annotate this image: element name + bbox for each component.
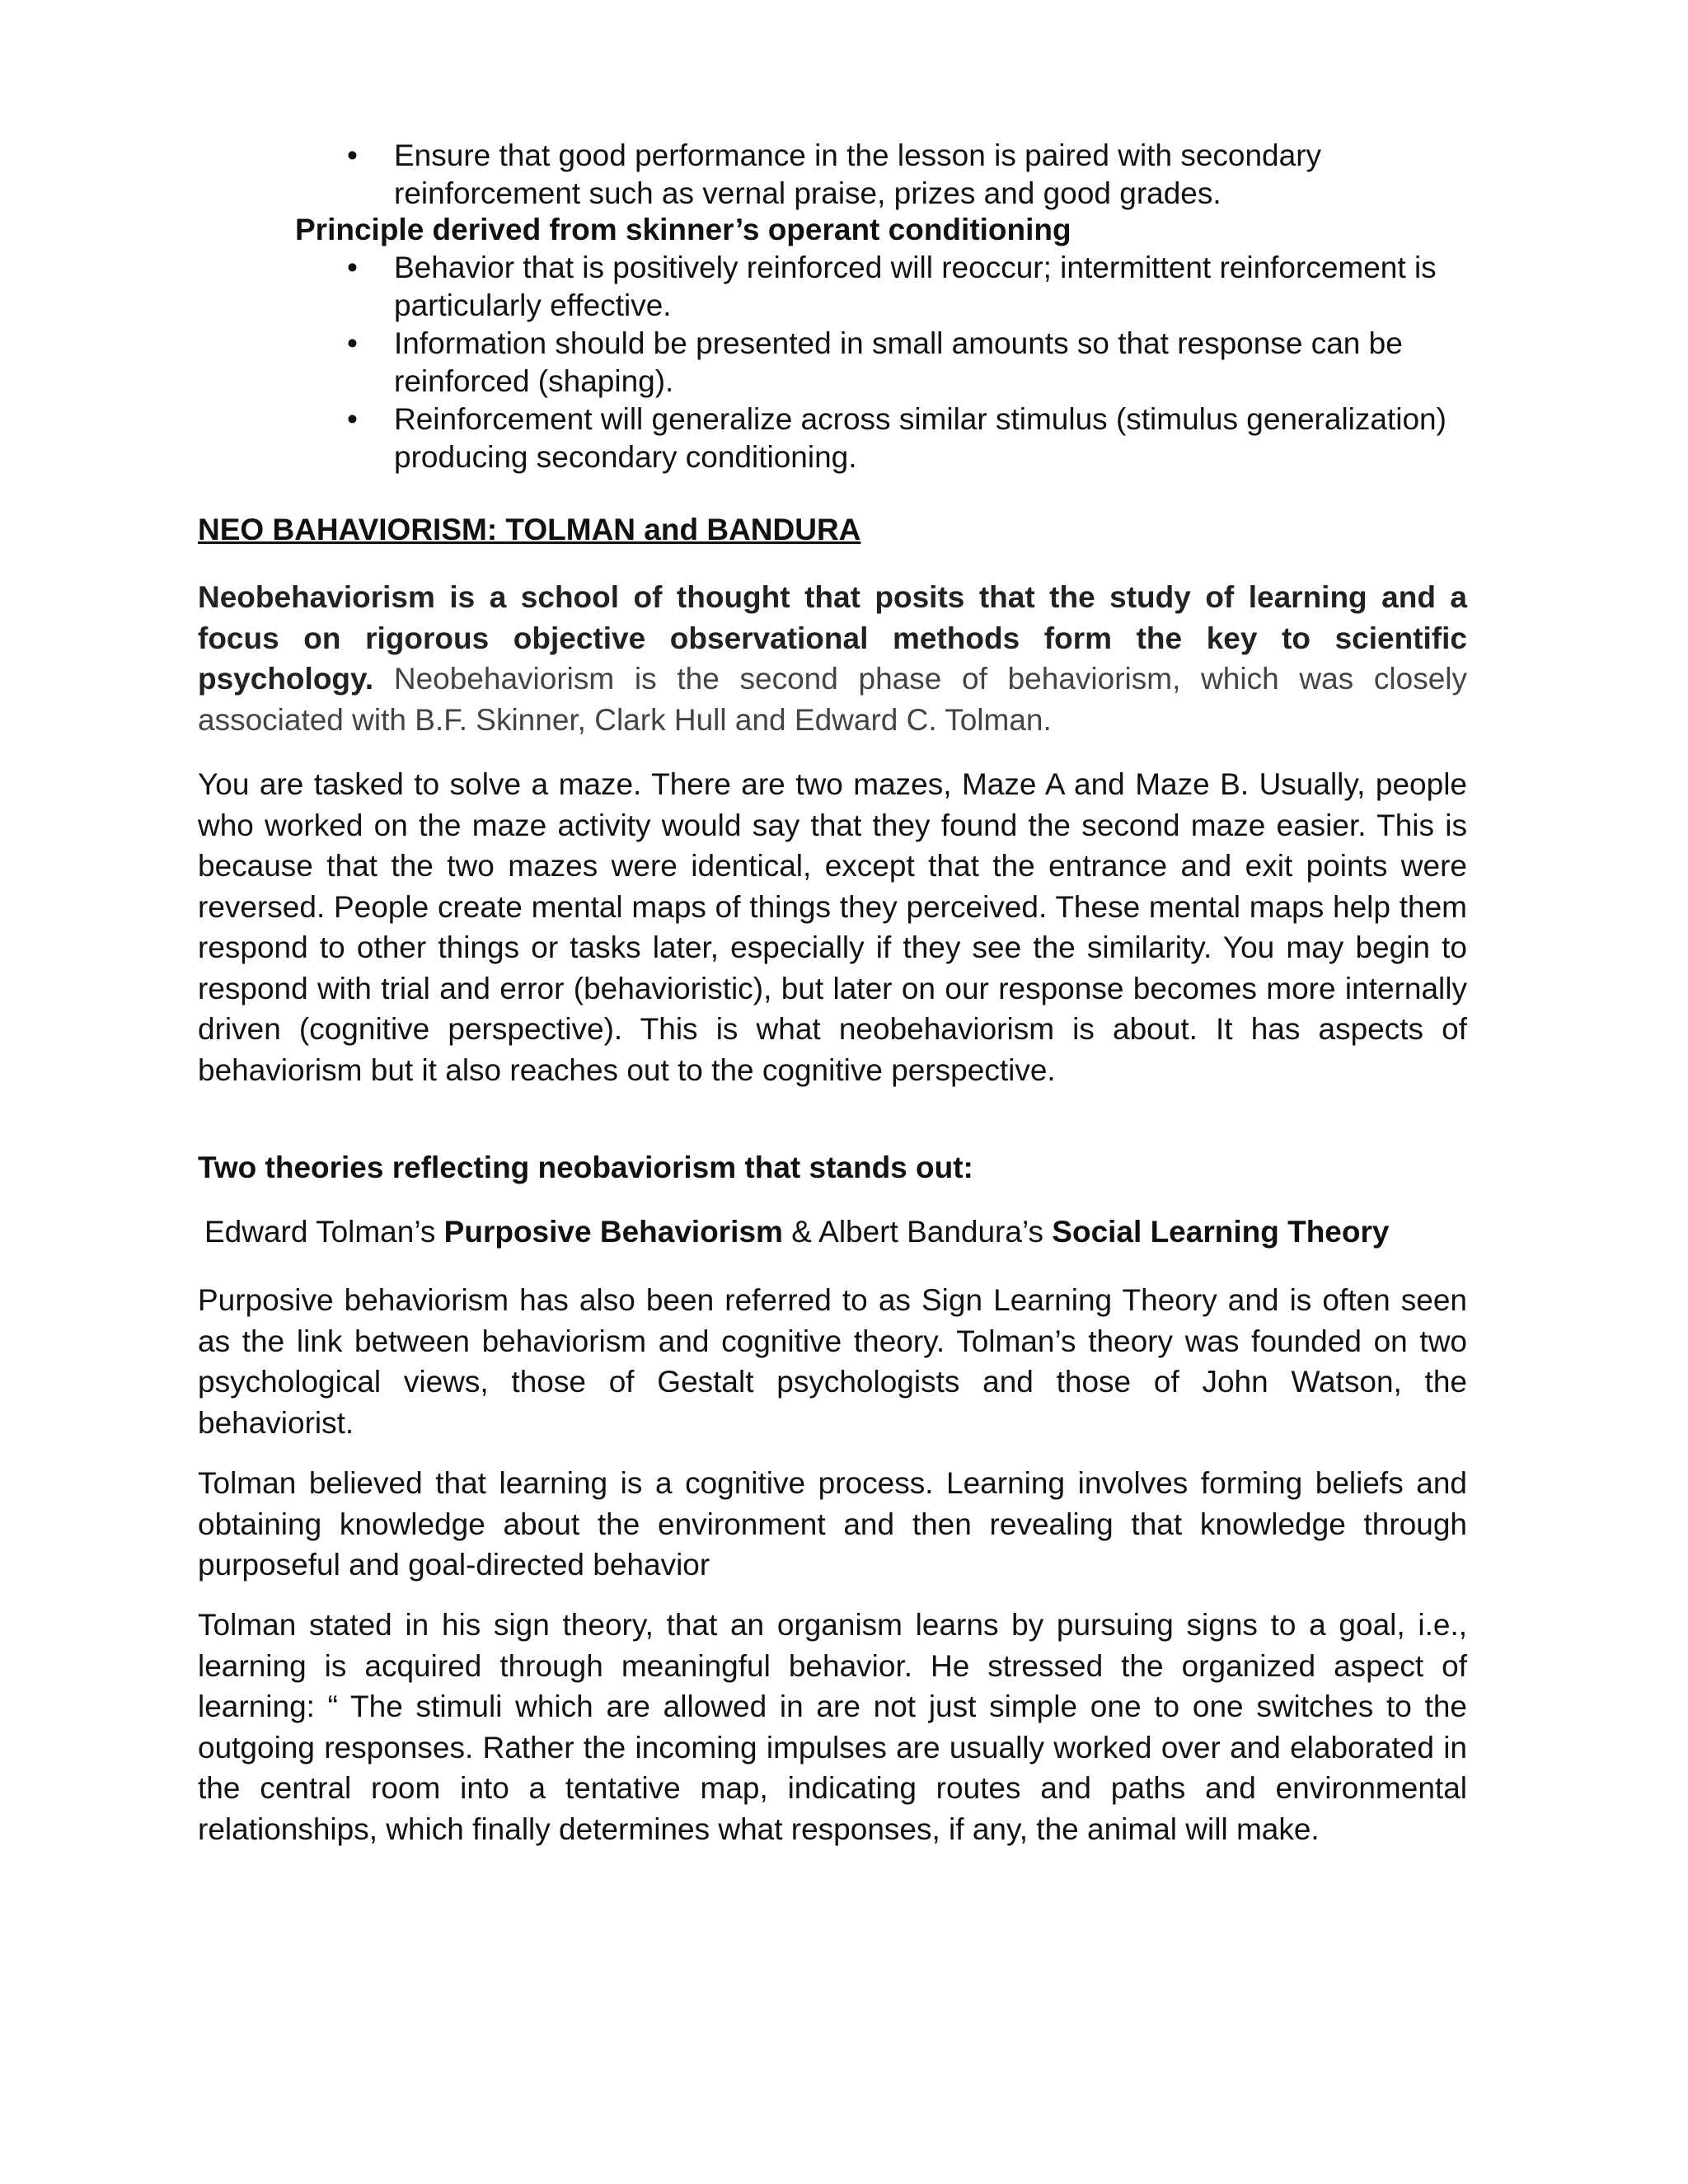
theories-part2: & Albert Bandura’s: [782, 1215, 1053, 1249]
list-item: [347, 401, 1465, 476]
list-item: [347, 249, 1465, 325]
definition-bold-text: Neobehaviorism is a school of thought that posits that the study of learning and a focus on rigorous objective observational methods form the key to scientific psychology.: [198, 580, 1467, 696]
bullet-text: Information should be presented in small amounts so that response can be reinforced (shaping).: [394, 326, 1403, 398]
bullet-icon: •: [347, 251, 358, 284]
sign-theory-paragraph: Tolman stated in his sign theory, that an organism learns by pursuing signs to a goal, i.e., learning is acquired through meaningful behavior. He stressed the organized aspect of learning: “ The stimuli which are allowed in are not just simple one to one switches to the outgoing responses. Rather the incoming impulses are usually worked over and elaborated in the central room into a tentative map, indicating routes and paths and environmental relationships, which finally determines what responses, if any, the animal will make.: [198, 1608, 1467, 1846]
list-item: [347, 325, 1465, 401]
maze-paragraph: You are tasked to solve a maze. There are two mazes, Maze A and Maze B. Usually, people who worked on the maze activity would say that they found the second maze easier. This is because that the two mazes were identical, except that the entrance and exit points were reversed. People create mental maps of things they perceived. These mental maps help them respond to other things or tasks later, especially if they see the similarity. You may begin to respond with trial and error (behavioristic), but later on our response becomes more internally driven (cognitive perspective). This is what neobehaviorism is about. It has aspects of behaviorism but it also reaches out to the cognitive perspective.: [198, 767, 1467, 1087]
section-title: NEO BAHAVIORISM: TOLMAN and BANDURA: [198, 513, 861, 546]
skinner-bullet-list: [347, 249, 1465, 476]
theories-heading: Two theories reflecting neobaviorism that stands out:: [198, 1151, 973, 1184]
tolman-belief-paragraph: Tolman believed that learning is a cognitive process. Learning involves forming beliefs and obtaining knowledge about the environment and then revealing that knowledge through purposeful and goal-directed behavior: [198, 1466, 1467, 1582]
list-item: [347, 137, 1465, 213]
bullet-text: Behavior that is positively reinforced will reoccur; intermittent reinforcement is particularly effective.: [394, 251, 1437, 322]
reinforcement-bullet-list: [347, 137, 1465, 213]
bullet-text: Reinforcement will generalize across similar stimulus (stimulus generalization) producing secondary conditioning.: [394, 402, 1447, 474]
bullet-icon: •: [347, 138, 358, 172]
bullet-text: Ensure that good performance in the lesson is paired with secondary reinforcement such as vernal praise, prizes and good grades.: [394, 138, 1322, 210]
theories-line: [204, 1213, 1389, 1251]
bullet-icon: •: [347, 402, 358, 436]
neobehaviorism-definition: [198, 577, 1467, 740]
purposive-paragraph: Purposive behaviorism has also been referred to as Sign Learning Theory and is often seen as the link between behaviorism and cognitive theory. Tolman’s theory was founded on two psychological views, those of Gestalt psychologists and those of John Watson, the behaviorist.: [198, 1283, 1467, 1440]
purposive-behaviorism-term: Purposive Behaviorism: [443, 1215, 783, 1249]
bullet-icon: •: [347, 326, 358, 360]
definition-rest-text: Neobehaviorism is the second phase of behaviorism, which was closely associated with B.F. Skinner, Clark Hull and Edward C. Tolman.: [198, 662, 1467, 737]
social-learning-theory-term: Social Learning Theory: [1052, 1215, 1390, 1249]
skinner-principles-heading: Principle derived from skinner’s operant conditioning: [295, 213, 1071, 246]
theories-part1: Edward Tolman’s: [204, 1215, 444, 1249]
